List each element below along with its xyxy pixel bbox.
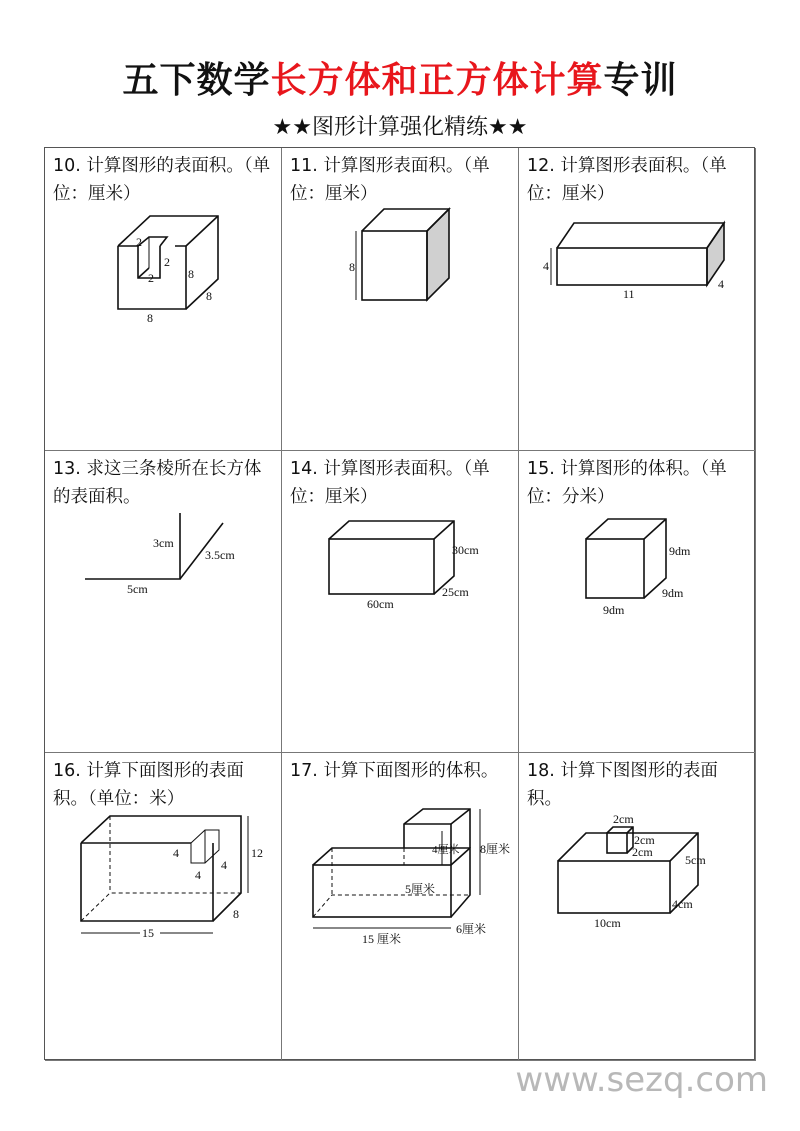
label: 4cm (672, 897, 693, 911)
problem-11 (282, 148, 519, 451)
label: 4 (543, 259, 549, 273)
label: 2 (164, 255, 170, 269)
problem-13 (45, 451, 282, 753)
problem-text: 17. 计算下面图形的体积。 (290, 761, 499, 781)
problem-text: 11. 计算图形表面积。（单位：厘米） (290, 156, 490, 204)
figure-composite-cuboid (282, 753, 519, 1061)
page-title (0, 52, 800, 103)
label: 4 (221, 858, 227, 872)
label: 11 (623, 287, 635, 301)
label: 2 (136, 235, 142, 249)
label: 2cm (613, 812, 634, 826)
label: 60cm (367, 597, 394, 611)
label: 4 (173, 846, 179, 860)
label: 15 厘米 (362, 932, 402, 946)
label: 8 (233, 907, 239, 921)
label: 8 (188, 267, 194, 281)
label: 3cm (153, 536, 174, 550)
problem-12 (519, 148, 756, 451)
label: 9dm (603, 603, 625, 617)
title-highlight: 长方体和正方体计算 (270, 60, 604, 101)
problem-15 (519, 451, 756, 753)
label: 5cm (127, 582, 148, 596)
watermark: www.sezq.com (515, 1060, 768, 1100)
label: 10cm (594, 916, 621, 930)
problem-17 (282, 753, 519, 1061)
problem-text: 14. 计算图形表面积。（单位：厘米） (290, 459, 490, 507)
problem-text: 18. 计算下图图形的表面积。 (527, 761, 718, 809)
label: 3.5cm (205, 548, 235, 562)
problem-10 (45, 148, 282, 451)
label: 4 (195, 868, 201, 882)
label: 2 (148, 271, 154, 285)
label: 15 (142, 926, 154, 940)
problem-16 (45, 753, 282, 1061)
label: 2cm (634, 833, 655, 847)
title-part3: 专训 (603, 60, 678, 101)
label: 5厘米 (405, 882, 436, 896)
problem-text: 15. 计算图形的体积。（单位：分米） (527, 459, 727, 507)
label: 4 (718, 277, 724, 291)
label: 25cm (442, 585, 469, 599)
problem-text: 10. 计算图形的表面积。（单位：厘米） (53, 156, 271, 204)
page-subtitle: ★★图形计算强化精练★★ (272, 115, 528, 140)
label: 8 (206, 289, 212, 303)
label: 9dm (669, 544, 691, 558)
label: 30cm (452, 543, 479, 557)
label: 6厘米 (456, 922, 487, 936)
label: 12 (251, 846, 263, 860)
label: 4厘米 (432, 844, 460, 856)
problem-text: 12. 计算图形表面积。（单位：厘米） (527, 156, 727, 204)
label: 8 (147, 311, 153, 325)
label: 5cm (685, 853, 706, 867)
label: 2cm (632, 845, 653, 859)
label: 8厘米 (480, 842, 511, 856)
label: 8 (349, 260, 355, 274)
problem-text: 13. 求这三条棱所在长方体的表面积。 (53, 459, 262, 507)
problem-text: 16. 计算下面图形的表面积。（单位：米） (53, 761, 244, 809)
problem-14 (282, 451, 519, 753)
problem-18 (519, 753, 756, 1061)
problem-grid (44, 147, 755, 1060)
label: 9dm (662, 586, 684, 600)
title-part1: 五下数学 (122, 60, 271, 101)
